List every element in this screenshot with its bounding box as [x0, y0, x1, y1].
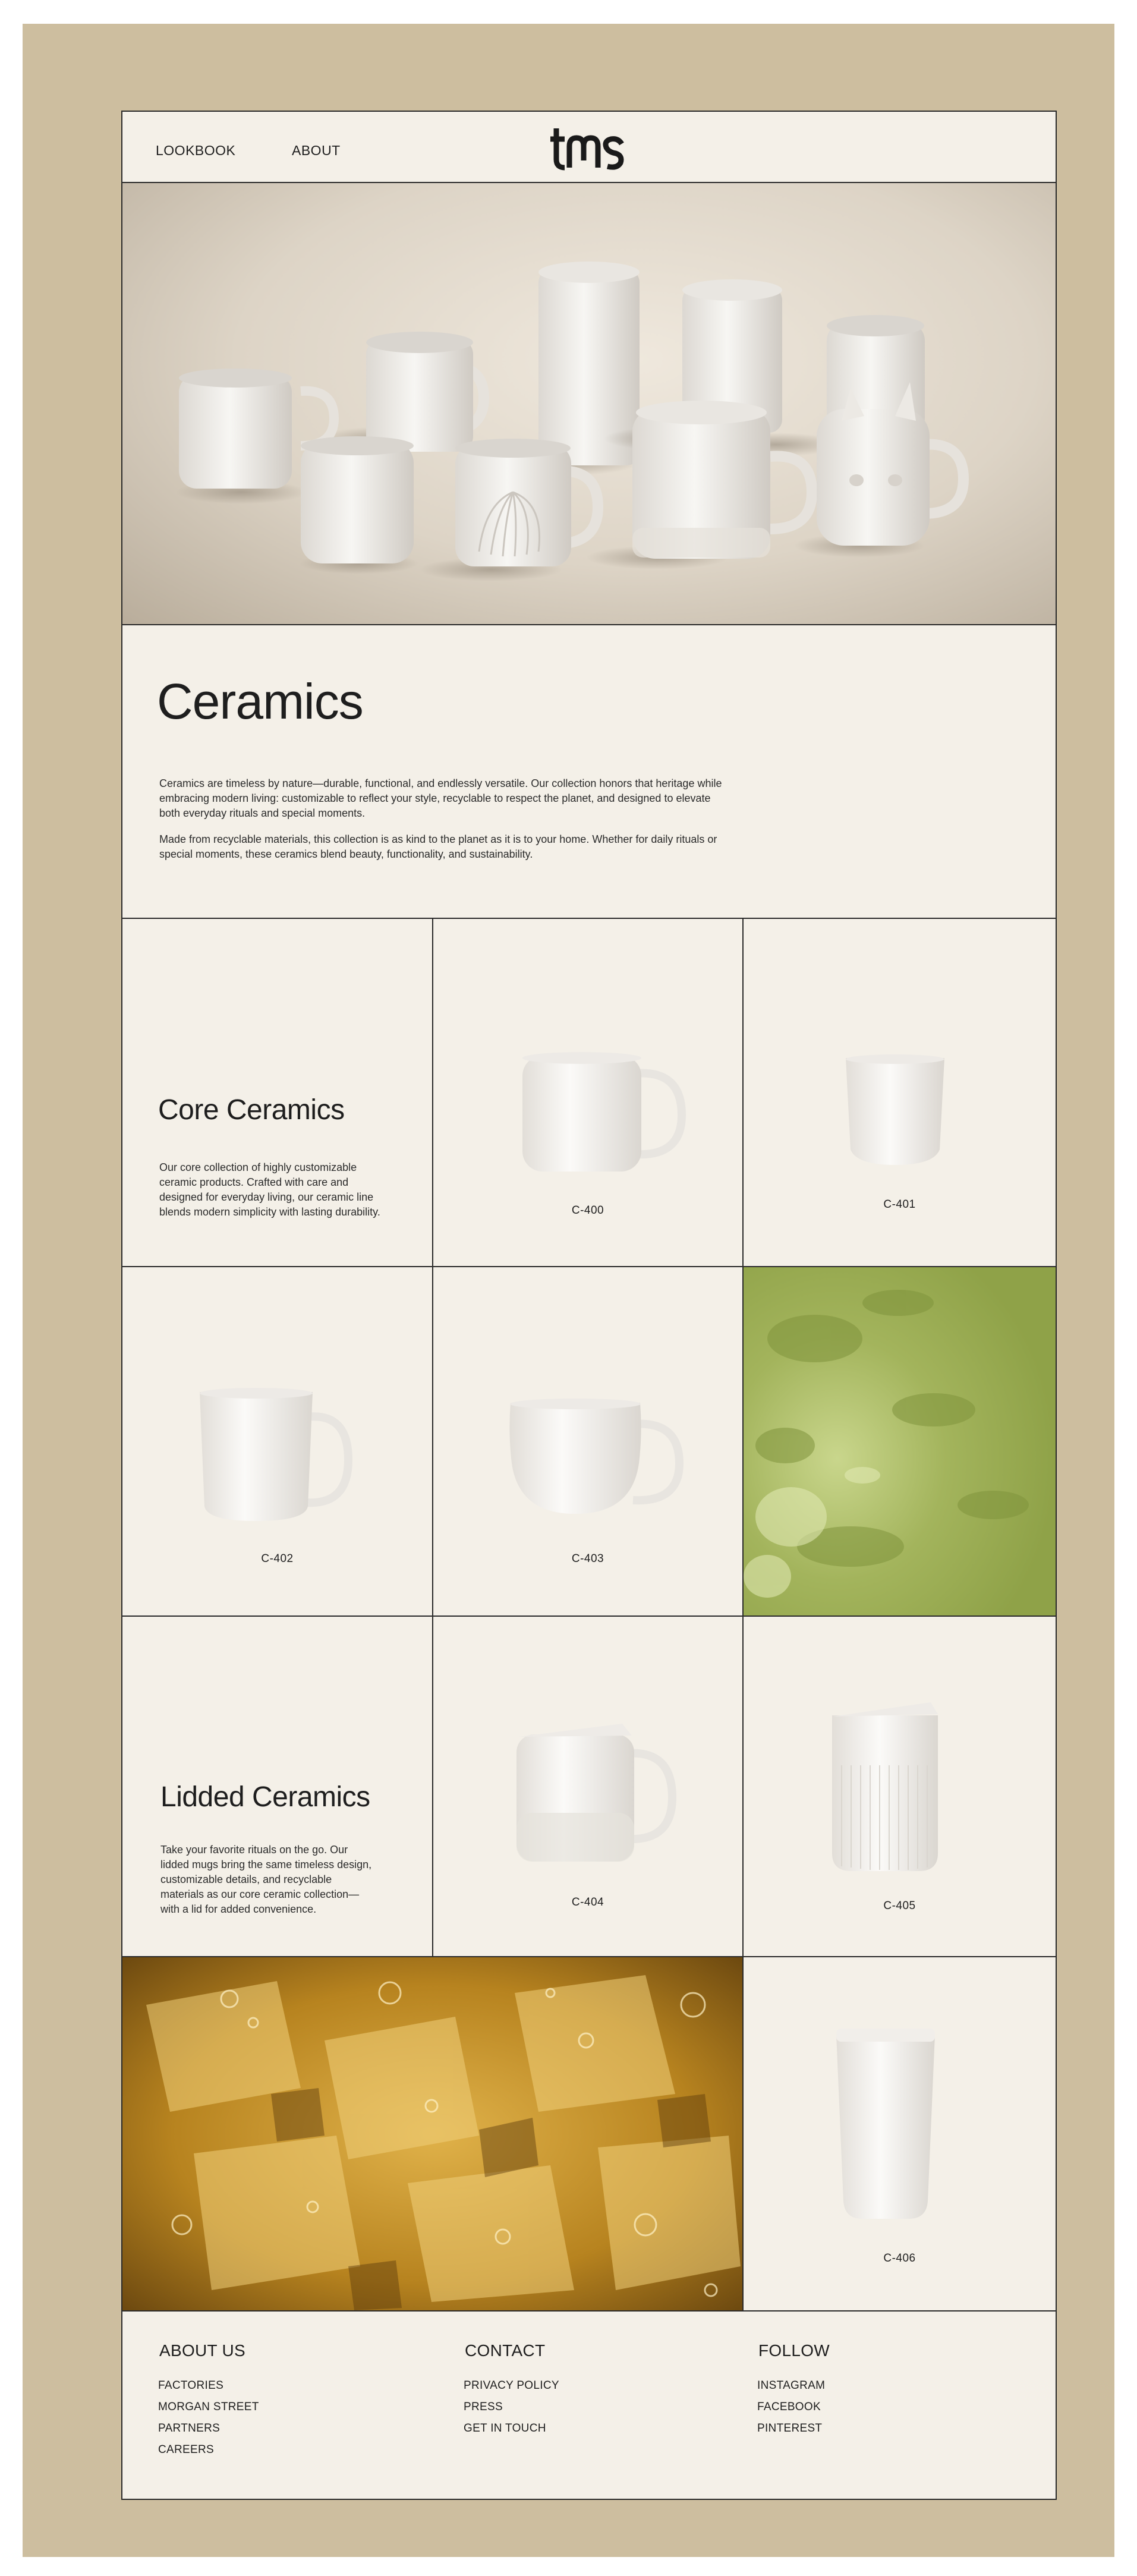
mug-c406-image	[834, 2023, 941, 2225]
header	[122, 112, 1056, 183]
mug-c401-image	[845, 1054, 946, 1167]
logo[interactable]	[549, 125, 625, 171]
footer-link-privacy-policy[interactable]: PRIVACY POLICY	[464, 2379, 559, 2392]
intro-paragraph-2: Made from recyclable materials, this collection is as kind to the planet as it is to your home. Whether for daily rituals or special moments, these ceramics blend beauty, functionality, and sustainability.	[159, 833, 717, 860]
product-card-c402[interactable]	[122, 1267, 432, 1615]
product-card-c405[interactable]	[744, 1617, 1056, 1956]
footer-heading-about: ABOUT US	[159, 2341, 246, 2360]
product-grid	[122, 919, 1056, 2312]
hero-mugs-illustration	[122, 183, 1056, 625]
intro-paragraph-1: Ceramics are timeless by nature—durable, functional, and endlessly versatile. Our collection honors that heritage while embracing modern living: customizable to reflect your style, recyclable to respect the planet, and designed to elevate both everyday rituals and special moments.	[159, 777, 722, 819]
product-code-c406: C-406	[883, 2252, 916, 2265]
mug-c400-image	[522, 1050, 689, 1174]
mug-c404-image	[515, 1724, 682, 1866]
product-code-c400: C-400	[571, 1204, 604, 1217]
lidded-ceramics-block	[122, 1617, 432, 1956]
product-code-c405: C-405	[883, 1900, 916, 1912]
product-code-c402: C-402	[261, 1552, 294, 1565]
matcha-texture	[744, 1267, 1056, 1615]
lidded-title: Lidded Ceramics	[160, 1781, 370, 1813]
core-ceramics-block	[122, 919, 432, 1266]
footer-link-facebook[interactable]: FACEBOOK	[757, 2401, 821, 2413]
footer	[122, 2312, 1056, 2499]
mug-c405-image	[830, 1700, 943, 1875]
product-code-c403: C-403	[571, 1552, 604, 1565]
nav-about[interactable]: ABOUT	[292, 143, 341, 158]
core-description: Our core collection of highly customizable ceramic products. Crafted with care and designed for everyday living, our ceramic line blends modern simplicity with lasting durability.	[159, 1161, 380, 1218]
footer-link-partners[interactable]: PARTNERS	[158, 2422, 221, 2435]
footer-link-instagram[interactable]: INSTAGRAM	[757, 2379, 826, 2392]
lidded-description: Take your favorite rituals on the go. Our lidded mugs bring the same timeless design, customizable details, and recyclable materials as our core ceramic collection—with a lid for added convenience.	[160, 1844, 372, 1915]
mug-c403-image	[508, 1398, 686, 1517]
footer-link-pinterest[interactable]: PINTEREST	[757, 2422, 823, 2435]
outer-frame	[23, 24, 1114, 2557]
product-card-c403[interactable]	[433, 1267, 742, 1615]
product-code-c404: C-404	[571, 1896, 604, 1909]
mug-c402-image	[199, 1387, 359, 1527]
hero-image	[122, 183, 1056, 625]
footer-link-morgan-street[interactable]: MORGAN STREET	[158, 2401, 259, 2413]
footer-heading-follow: FOLLOW	[758, 2341, 830, 2360]
product-card-c404[interactable]	[433, 1617, 742, 1956]
nav-lookbook[interactable]: LOOKBOOK	[156, 143, 236, 158]
page-title: Ceramics	[157, 673, 363, 729]
footer-link-get-in-touch[interactable]: GET IN TOUCH	[464, 2422, 546, 2435]
footer-link-careers[interactable]: CAREERS	[158, 2443, 214, 2456]
product-card-c406[interactable]	[744, 1957, 1056, 2310]
footer-link-press[interactable]: PRESS	[464, 2401, 503, 2413]
intro-section	[122, 625, 1056, 919]
iced-tea-image	[122, 1957, 742, 2310]
core-title: Core Ceramics	[158, 1094, 345, 1126]
product-code-c401: C-401	[883, 1198, 916, 1211]
footer-link-factories[interactable]: FACTORIES	[158, 2379, 224, 2392]
matcha-powder-image	[744, 1267, 1056, 1615]
product-card-c401[interactable]	[744, 919, 1056, 1266]
product-card-c400[interactable]	[433, 919, 742, 1266]
iced-tea-texture	[122, 1957, 742, 2310]
footer-heading-contact: CONTACT	[465, 2341, 546, 2360]
page	[121, 111, 1057, 2500]
